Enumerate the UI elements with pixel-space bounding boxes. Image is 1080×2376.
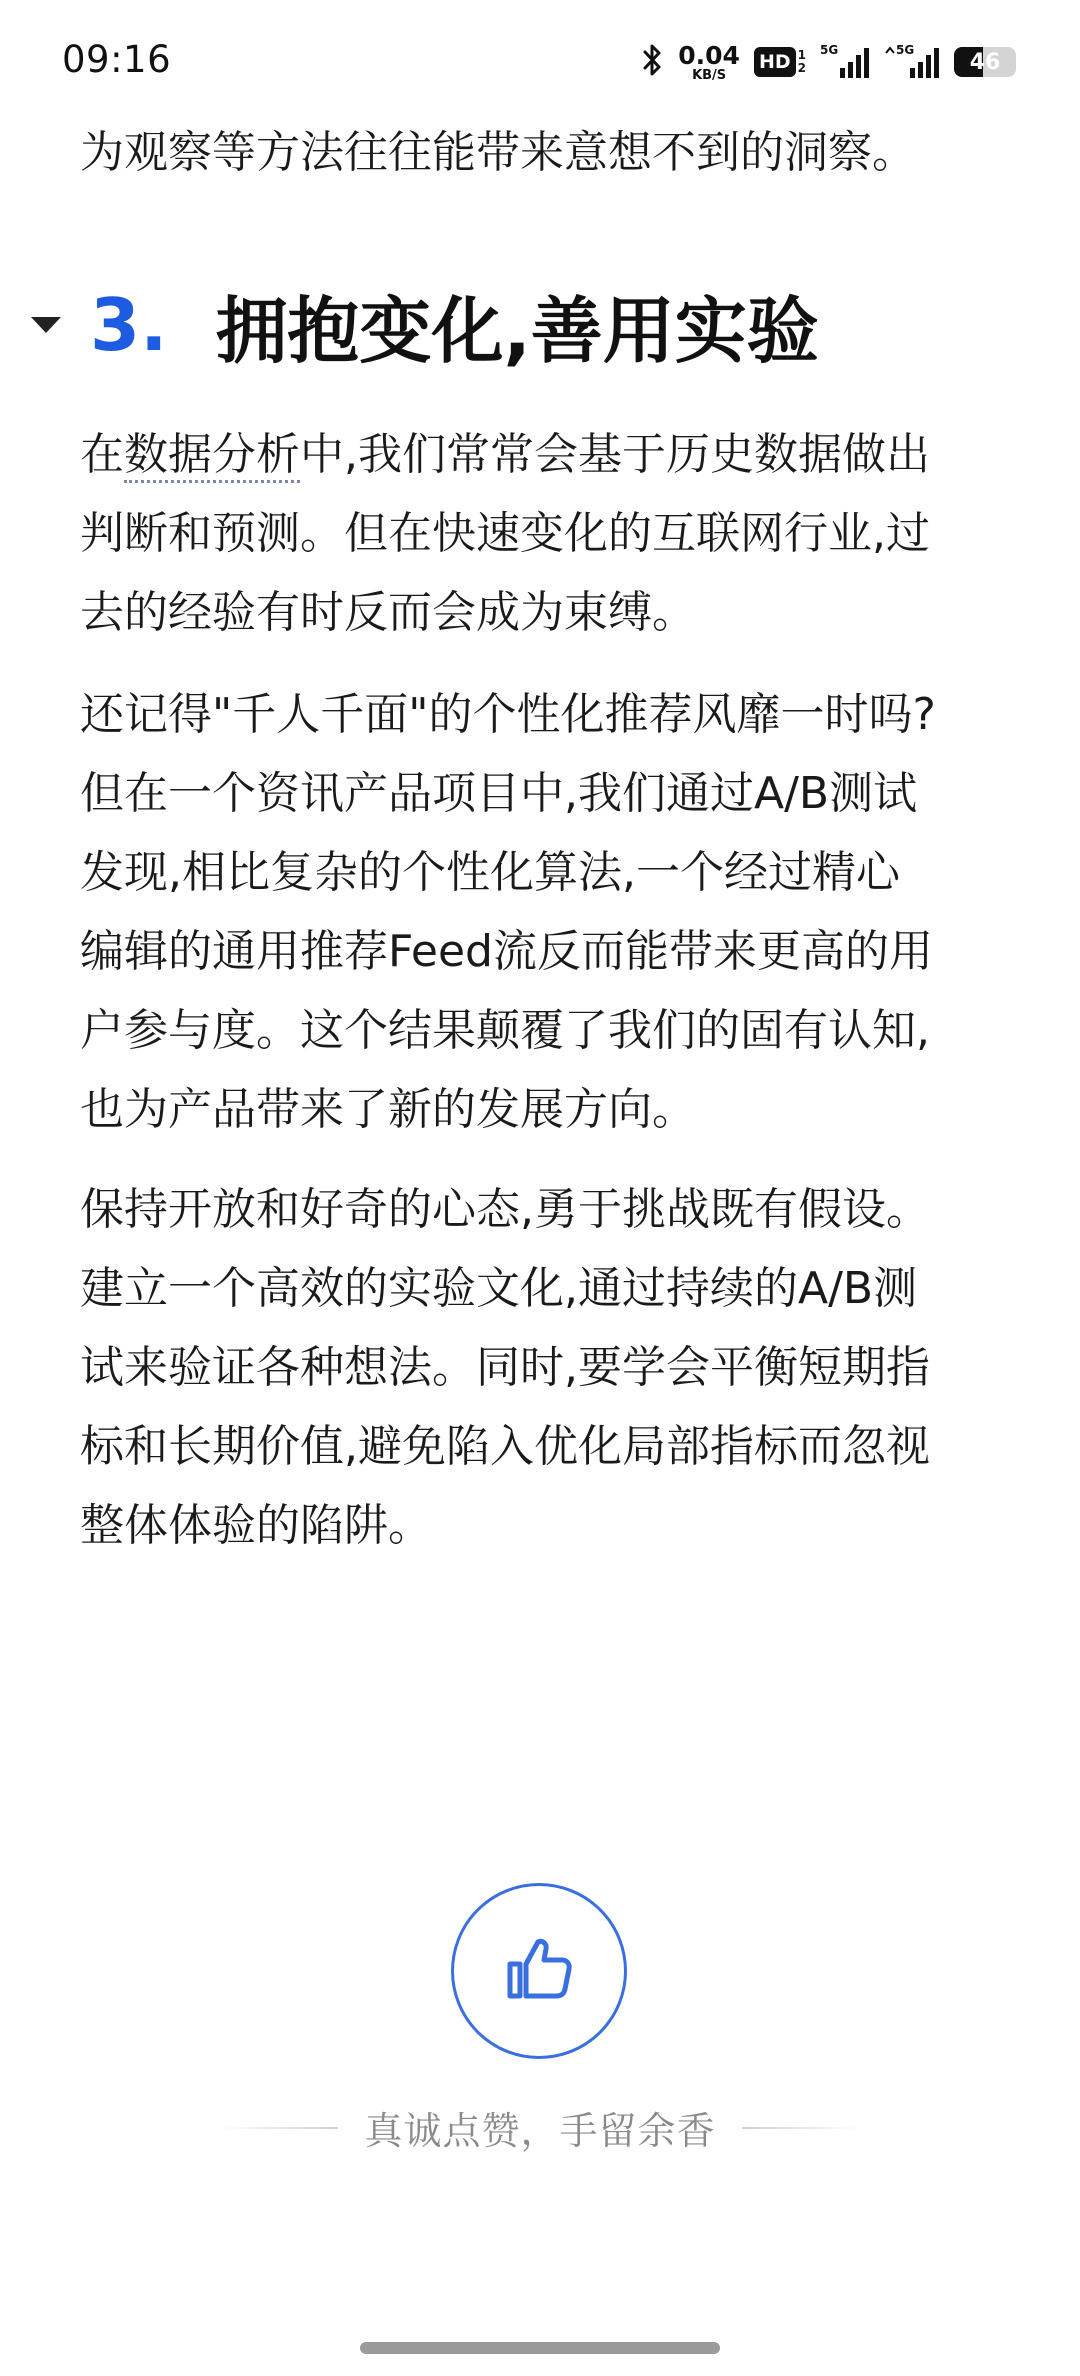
hd-label: HD xyxy=(754,47,796,77)
paragraph-line: 户参与度。这个结果颠覆了我们的固有认知, xyxy=(80,1005,930,1056)
paragraph-line: 标和长期价值,避免陷入优化局部指标而忽视 xyxy=(80,1421,930,1472)
status-bar xyxy=(0,0,1080,120)
signal-5g-icon xyxy=(884,42,940,82)
paragraph-tail-line: 为观察等方法往往能带来意想不到的洞察。 xyxy=(80,127,916,178)
section-number: 3. xyxy=(90,283,168,367)
like-caption-text: 真诚点赞，手留余香 xyxy=(364,2109,716,2153)
section-title: 拥抱变化,善用实验 xyxy=(215,289,819,373)
battery-level: 46 xyxy=(969,49,1001,75)
signal-5g-icon xyxy=(820,42,870,82)
net-speed-value: 0.04 xyxy=(678,40,740,70)
status-time: 09:16 xyxy=(62,38,172,81)
paragraph-line: 保持开放和好奇的心态,勇于挑战既有假设。 xyxy=(80,1184,930,1235)
signal-2-label: 5G xyxy=(896,43,915,57)
paragraph-line: 试来验证各种想法。同时,要学会平衡短期指 xyxy=(80,1342,930,1393)
signal-1-label: 5G xyxy=(820,43,839,57)
paragraph-line: 但在一个资讯产品项目中,我们通过A/B测试 xyxy=(80,768,918,819)
paragraph-line: 也为产品带来了新的发展方向。 xyxy=(80,1084,696,1135)
battery-icon xyxy=(954,47,1016,77)
paragraph-3 xyxy=(80,1170,1020,1565)
hd-voice-icon xyxy=(754,47,806,77)
home-indicator[interactable] xyxy=(360,2342,720,2354)
divider xyxy=(742,2127,862,2129)
paragraph-line: 还记得"千人千面"的个性化推荐风靡一时吗? xyxy=(80,689,936,740)
net-speed xyxy=(678,40,740,83)
hd-sim-2: 2 xyxy=(797,61,806,75)
net-speed-unit: KB/S xyxy=(692,67,727,83)
paragraph-line: 去的经验有时反而会成为束缚。 xyxy=(80,587,696,638)
like-button[interactable] xyxy=(451,1883,627,2059)
paragraph-line: 建立一个高效的实验文化,通过持续的A/B测 xyxy=(80,1263,918,1314)
bluetooth-icon xyxy=(642,43,664,81)
section-heading xyxy=(26,275,819,375)
paragraph-line: 判断和预测。但在快速变化的互联网行业,过 xyxy=(80,508,930,559)
paragraph-2 xyxy=(80,675,1020,1149)
paragraph-line: 在数据分析中,我们常常会基于历史数据做出 xyxy=(80,415,1020,494)
thumbs-up-icon xyxy=(504,1934,574,2008)
status-icons xyxy=(642,40,1016,84)
hd-sim-1: 1 xyxy=(797,48,806,62)
paragraph-1 xyxy=(80,415,1020,652)
paragraph-line: 编辑的通用推荐Feed流反而能带来更高的用 xyxy=(80,926,933,977)
like-caption xyxy=(0,2100,1080,2155)
paragraph-line: 发现,相比复杂的个性化算法,一个经过精心 xyxy=(80,847,900,898)
caret-down-icon[interactable] xyxy=(26,305,66,345)
paragraph-line: 整体体验的陷阱。 xyxy=(80,1500,432,1551)
term-link-data-analysis[interactable]: 数据分析 xyxy=(124,429,300,483)
divider xyxy=(218,2127,338,2129)
